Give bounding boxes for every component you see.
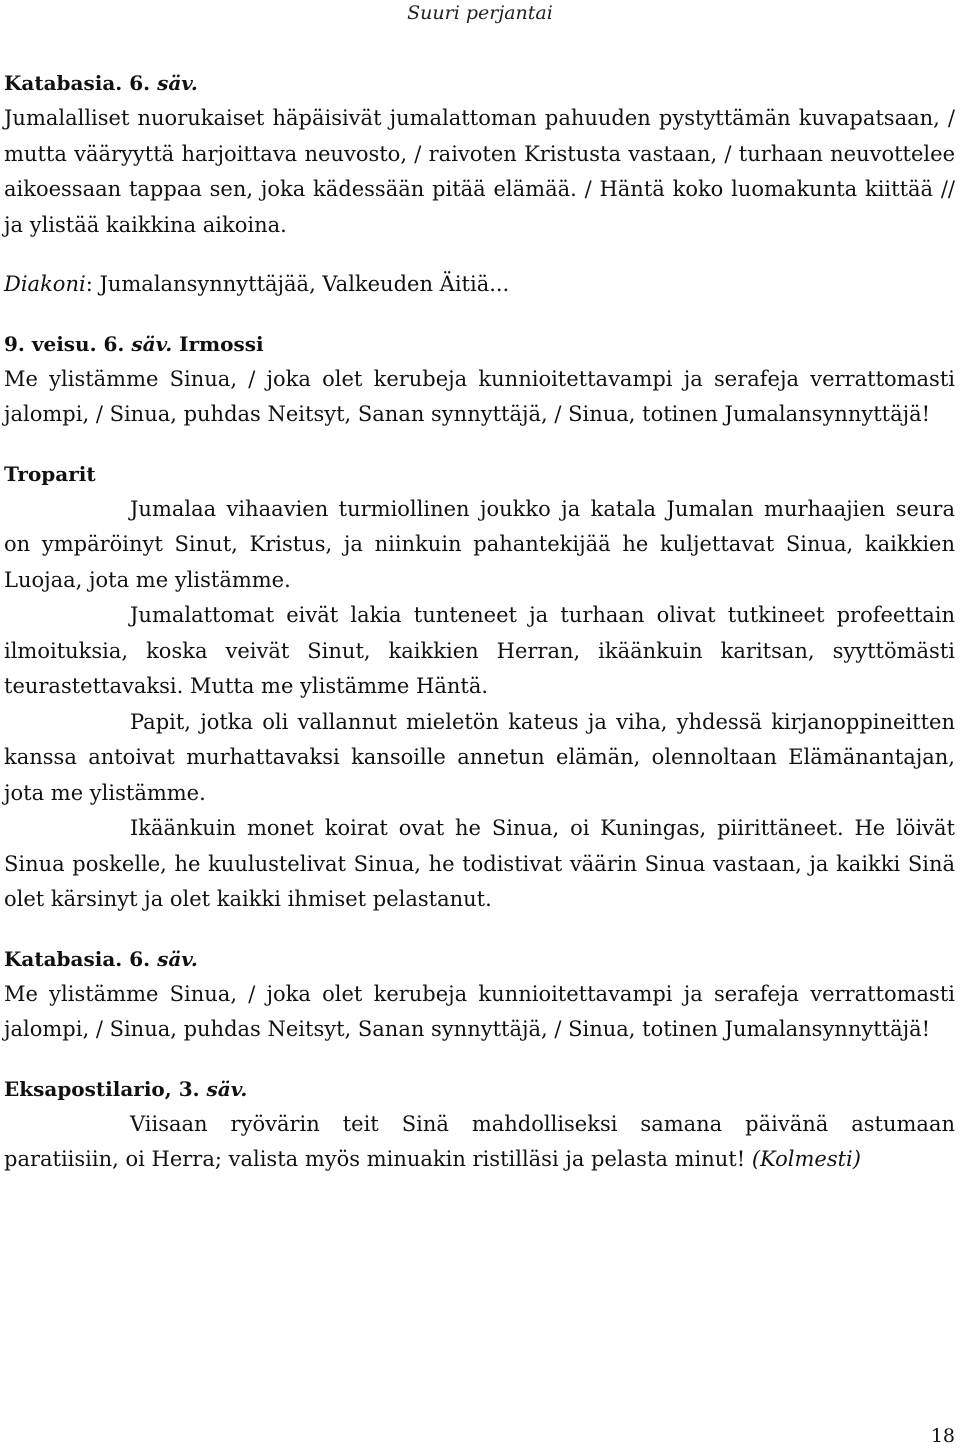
irmossi-heading-text: 9. veisu. 6. [4,331,132,356]
diakoni-text: : Jumalansynnyttäjää, Valkeuden Äitiä... [85,272,510,296]
page-body [4,66,955,1178]
katabasia-heading-tone: säv. [157,71,198,95]
eksapostilario-heading-tone: säv. [206,1076,248,1101]
eksapostilario-section [4,1072,955,1178]
diakoni-label: Diakoni [4,272,86,296]
katabasia-text: Jumalalliset nuorukaiset häpäisivät jumalattoman pahuuden pystyttämän kuvapatsaan, / mutta vääryyttä harjoittava neuvosto, / raivoten Kristusta vastaan, / turhaan neuvottelee aikoessaan tappaa sen, joka kädessään pitää elämää. / Häntä koko luomakunta kiittää // ja ylistää kaikkina aikoina. [4,106,955,237]
irmossi-heading [4,327,955,362]
running-header: Suuri perjantai [407,2,553,24]
irmossi-text: Me ylistämme Sinua, / joka olet kerubeja kunnioitettavampi ja serafeja verrattomasti jalompi, / Sinua, puhdas Neitsyt, Sanan synnyttäjä, / Sinua, totinen Jumalansynnyttäjä! [4,366,955,426]
irmossi-heading-tone: säv. [131,331,173,356]
troparit-heading: Troparit [4,461,96,486]
katabasia-heading [4,942,955,977]
katabasia-section-1 [4,66,955,243]
troparion-paragraph: Jumalaa vihaavien turmiollinen joukko ja katala Jumalan murhaajien seura on ympäröinyt Sinut, Kristus, ja niinkuin pahantekijää he kuljettavat Sinua, kaikkien Luojaa, jota me ylistämme. [4,496,955,592]
troparit-section [4,457,955,918]
katabasia-heading-text: Katabasia. 6. [4,71,158,95]
troparion-paragraph: Ikäänkuin monet koirat ovat he Sinua, oi Kuningas, piirittäneet. He löivät Sinua poskelle, he kuulustelivat Sinua, he todistivat väärin Sinua vastaan, ja kaikki Sinä olet kärsinyt ja olet kaikki ihmiset pelastanut. [4,816,955,911]
eksapostilario-heading-text: Eksapostilario, 3. [4,1076,207,1101]
irmossi-heading-label: Irmossi [172,331,264,356]
katabasia-heading-text: Katabasia. 6. [4,946,158,971]
irmossi-section [4,327,955,433]
troparion-paragraph: Papit, jotka oli vallannut mieletön kateus ja viha, yhdessä kirjanoppineitten kanssa antoivat murhattavaksi kansoille annetun elämän, olennoltaan Elämänantajan, jota me ylistämme. [4,709,955,805]
katabasia-text: Me ylistämme Sinua, / joka olet kerubeja kunnioitettavampi ja serafeja verrattomasti jalompi, / Sinua, puhdas Neitsyt, Sanan synnyttäjä, / Sinua, totinen Jumalansynnyttäjä! [4,981,955,1041]
eksapostilario-text [4,1107,955,1178]
troparion-paragraph: Jumalattomat eivät lakia tunteneet ja turhaan olivat tutkineet profeettain ilmoituksia, koska veivät Sinut, kaikkien Herran, ikäänkuin karitsan, syyttömästi teurastettavaksi. Mutta me ylistämme Häntä. [4,603,955,698]
eksapostilario-note: (Kolmesti) [751,1147,861,1171]
katabasia-heading-tone: säv. [157,946,198,971]
page-number: 18 [930,1425,955,1447]
diakoni-line [4,267,955,303]
eksapostilario-body: Viisaan ryövärin teit Sinä mahdolliseksi samana päivänä astumaan paratiisiin, oi Herra; valista myös minuakin ristilläsi ja pelasta minut! [4,1111,955,1171]
eksapostilario-heading [4,1072,955,1107]
katabasia-section-2 [4,942,955,1048]
katabasia-heading [4,66,955,101]
